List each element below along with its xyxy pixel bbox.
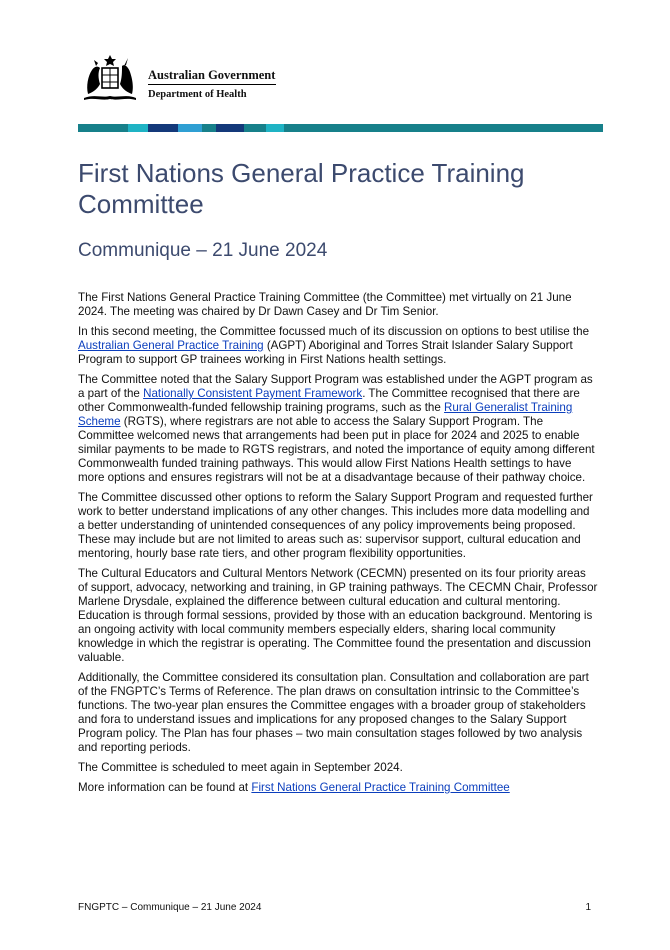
paragraph-reform-options: The Committee discussed other options to reform the Salary Support Program and requested further work to better understand implications of any other changes. This includes more data modelling and a better understanding of unintended consequences of any policy improvements being proposed. These may include but are not limited to areas such as: supervisor support, cultural education and mentoring, hourly base rate tiers, and other program flexibility opportunities. (78, 491, 593, 560)
page-footer (78, 902, 591, 913)
stripe-segment (112, 124, 128, 132)
agpt-link[interactable]: Australian General Practice Training (78, 339, 264, 352)
page-number: 1 (585, 902, 591, 913)
paragraph-salary-support: The Committee noted that the Salary Support Program was established under the AGPT program as a part of the Nationally Consistent Payment Framework. The Committee recognised that there are other Commonwealth-funded fellowship training programs, such as the Rural Generalist Training Scheme (RGTS), where registrars are not able to access the Salary Support Program. The Committee welcomed news that arrangements had been put in place for 2024 and 2025 to enable similar payments to be made to RGTS registrars, and noted the importance of equity among different Commonwealth funded training pathways. This would allow First Nations Health settings to have more options and ensures registrars will not be at a disadvantage because of their pathway choice. (78, 373, 595, 484)
stripe-segment (554, 124, 603, 132)
coat-of-arms-icon (78, 54, 142, 104)
paragraph-meeting: The First Nations General Practice Training Committee (the Committee) met virtually on 21 June 2024. The meeting was chaired by Dr Dawn Casey and Dr Tim Senior. (78, 291, 572, 318)
stripe-segment (244, 124, 266, 132)
stripe-segment (266, 124, 284, 132)
stripe-segment (444, 124, 504, 132)
stripe-segment (148, 124, 178, 132)
header-color-stripe (78, 124, 603, 132)
paragraph-consultation: Additionally, the Committee considered its consultation plan. Consultation and collaboration are part of the FNGPTC’s Terms of Reference. The plan draws on consultation intrinsic to the Committee’s functions. The two-year plan ensures the Committee engages with a broader group of stakeholders and fora to understand issues and implications for any proposed changes to the Salary Support Program policy. The Plan has four phases – two main consultation stages followed by two analysis and reporting periods. (78, 671, 589, 754)
stripe-segment (364, 124, 444, 132)
government-logo (78, 54, 308, 106)
document-subtitle: Communique – 21 June 2024 (78, 240, 328, 261)
government-name: Australian Government (148, 68, 276, 82)
committee-link[interactable]: First Nations General Practice Training Committee (251, 781, 510, 794)
stripe-segment (216, 124, 244, 132)
footer-title: FNGPTC – Communique – 21 June 2024 (78, 902, 262, 913)
document-title: First Nations General Practice Training Committee (78, 158, 525, 219)
paragraph-cecmn: The Cultural Educators and Cultural Mentors Network (CECMN) presented on its four priority areas of support, advocacy, networking and training, in GP training pathways. The CECMN Chair, Professor Marlene Drysdale, explained the difference between cultural education and cultural mentoring. Education is through formal sessions, provided by those with an education background. Mentoring is an ongoing activity with local community members especially elders, sharing local community knowledge in which the registrar is operating. The Committee found the presentation and discussion valuable. (78, 567, 598, 664)
paragraph-more-info: More information can be found at First Nations General Practice Training Committee (78, 781, 510, 794)
paragraph-focus: In this second meeting, the Committee focussed much of its discussion on options to best utilise the Australian General Practice Training (AGPT) Aboriginal and Torres Strait Islander Salary Support Program to support GP trainees working in First Nations health settings. (78, 325, 590, 366)
rgts-link[interactable]: Rural Generalist Training Scheme (78, 401, 573, 428)
stripe-segment (178, 124, 202, 132)
stripe-segment (202, 124, 216, 132)
document-body (78, 291, 598, 801)
stripe-segment (128, 124, 148, 132)
stripe-segment (284, 124, 364, 132)
payment-framework-link[interactable]: Nationally Consistent Payment Framework (143, 387, 363, 400)
stripe-segment (78, 124, 112, 132)
government-wordmark (148, 68, 276, 101)
stripe-segment (504, 124, 554, 132)
wordmark-divider (148, 84, 276, 85)
paragraph-next-meeting: The Committee is scheduled to meet again in September 2024. (78, 761, 403, 774)
department-name: Department of Health (148, 89, 247, 100)
